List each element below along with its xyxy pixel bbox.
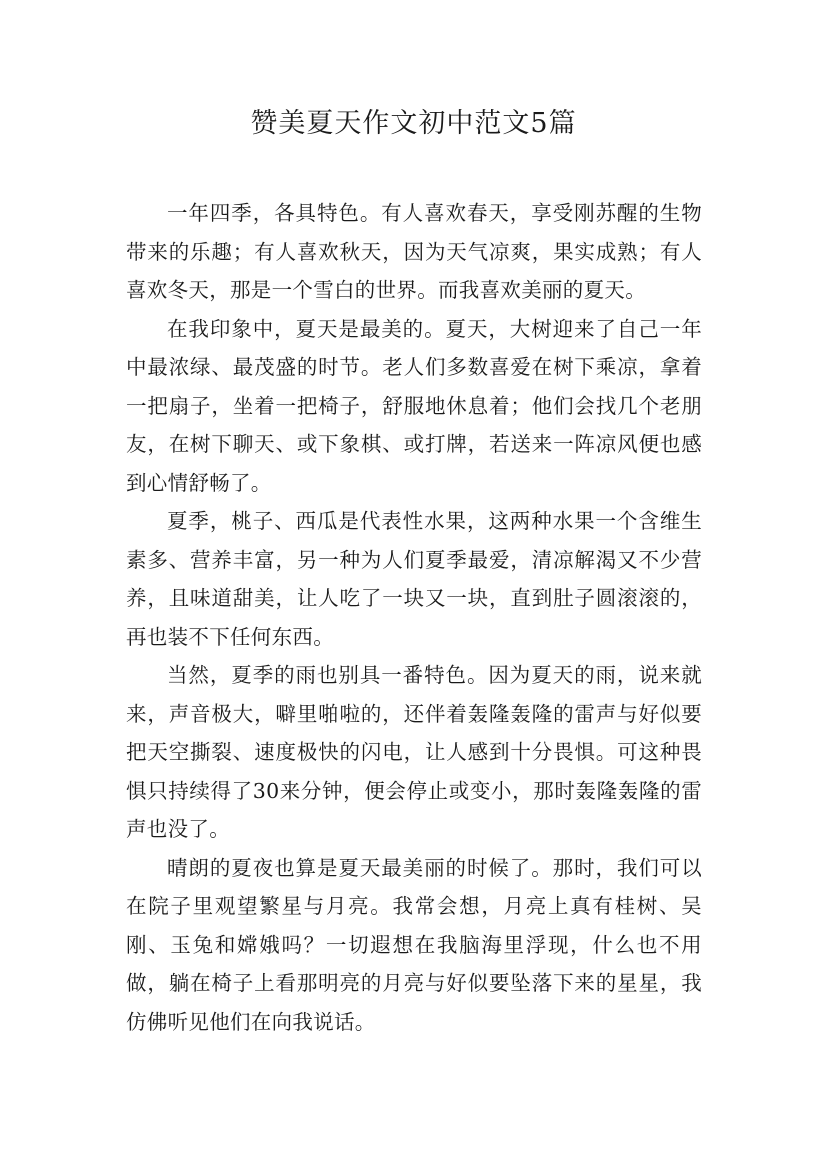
paragraph-3: 夏季，桃子、西瓜是代表性水果，这两种水果一个含维生素多、营养丰富，另一种为人们夏季最爱，清凉解渴又不少营养，且味道甜美，让人吃了一块又一块，直到肚子圆滚滚的，再也装不下任何东西。: [126, 509, 702, 649]
document-body: [126, 194, 702, 1041]
paragraph-1: 一年四季，各具特色。有人喜欢春天，享受刚苏醒的生物带来的乐趣；有人喜欢秋天，因为天气凉爽，果实成熟；有人喜欢冬天，那是一个雪白的世界。而我喜欢美丽的夏天。: [126, 201, 702, 302]
paragraph-5: 晴朗的夏夜也算是夏天最美丽的时候了。那时，我们可以在院子里观望繁星与月亮。我常会想，月亮上真有桂树、吴刚、玉兔和嫦娥吗？一切遐想在我脑海里浮现，什么也不用做，躺在椅子上看那明亮的月亮与好似要坠落下来的星星，我仿佛听见他们在向我说话。: [126, 855, 702, 1034]
document-title: 赞美夏天作文初中范文5篇: [250, 108, 577, 139]
paragraph-2: 在我印象中，夏天是最美的。夏天，大树迎来了自己一年中最浓绿、最茂盛的时节。老人们多数喜爱在树下乘凉，拿着一把扇子，坐着一把椅子，舒服地休息着；他们会找几个老朋友，在树下聊天、或下象棋、或打牌，若送来一阵凉风便也感到心情舒畅了。: [126, 316, 702, 495]
paragraph-4: 当然，夏季的雨也别具一番特色。因为夏天的雨，说来就来，声音极大，噼里啪啦的，还伴着轰隆轰隆的雷声与好似要把天空撕裂、速度极快的闪电，让人感到十分畏惧。可这种畏惧只持续得了30来分钟，便会停止或变小，那时轰隆轰隆的雷声也没了。: [126, 663, 702, 841]
